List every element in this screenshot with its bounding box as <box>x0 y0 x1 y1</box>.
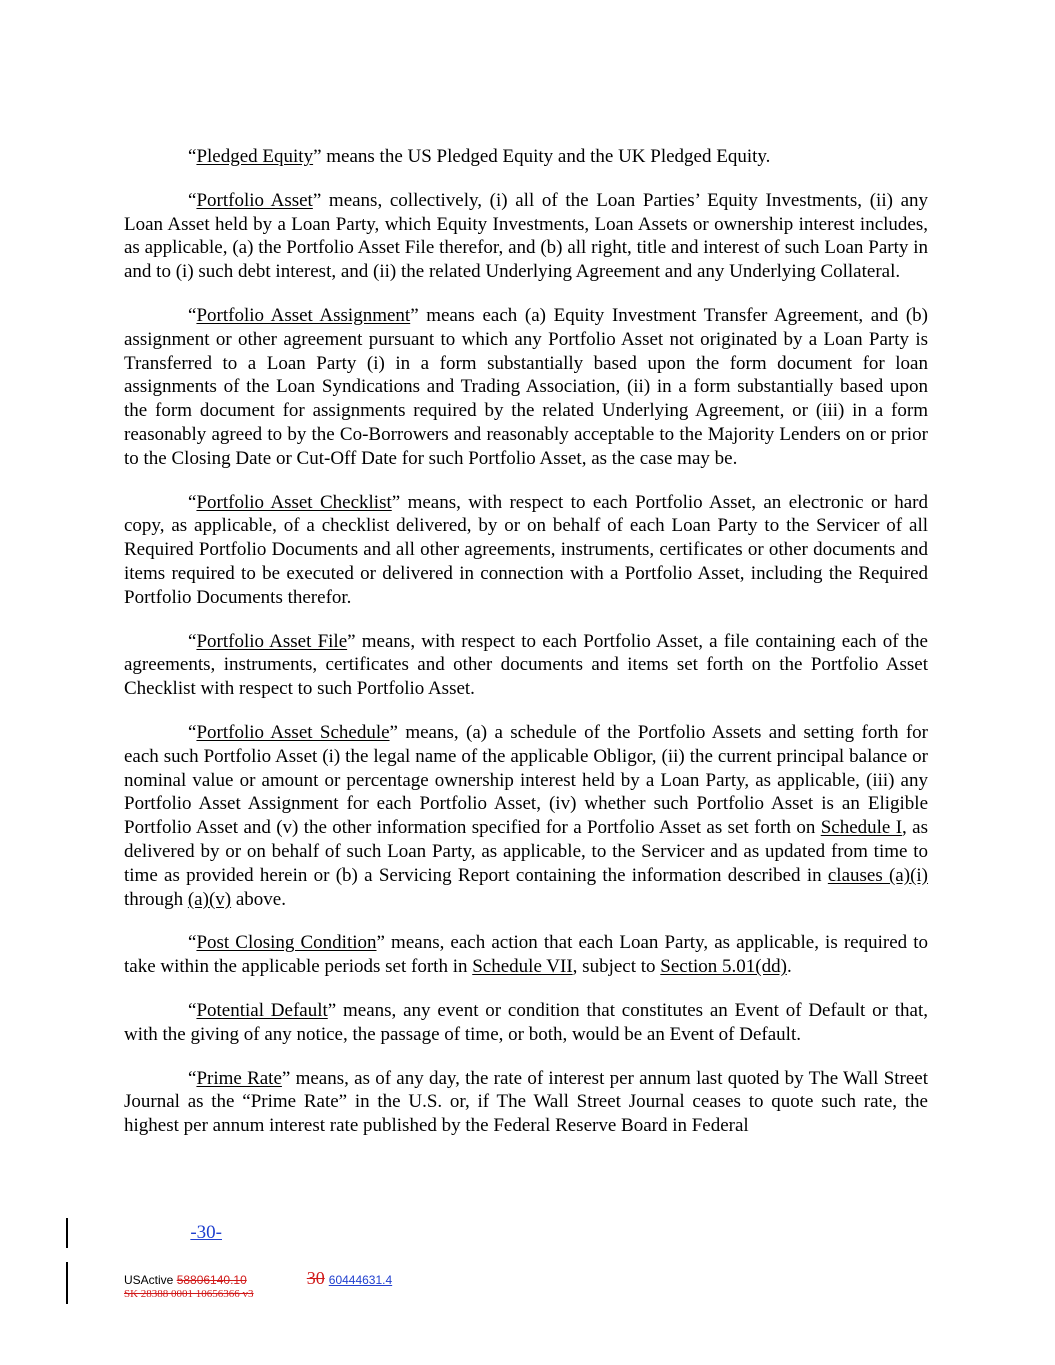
deleted-doc-id: 58806140.10 <box>176 1273 247 1287</box>
defined-term: Potential Default <box>196 999 328 1021</box>
open-quote: “ <box>188 189 197 211</box>
defined-term: Pledged Equity <box>196 146 314 167</box>
definition-text: through <box>124 888 188 910</box>
change-bar <box>66 1218 68 1248</box>
definition-text: , subject to <box>572 956 661 978</box>
definition-text: ” means, with respect to each Portfolio Asset, a file containing each of the agreements, instruments, certificates and other documents and items set forth on the Portfolio Asset Checklist with respect to such Portfolio Asset. <box>124 630 928 700</box>
defined-term: Portfolio Asset Checklist <box>196 491 392 513</box>
document-body <box>124 145 928 1158</box>
definition-paragraph <box>124 304 928 471</box>
inserted-doc-id: 60444631.4 <box>328 1273 393 1287</box>
defined-term: Post Closing Condition <box>196 932 377 954</box>
doc-prefix: USActive <box>124 1273 177 1287</box>
cross-reference: (a)(v) <box>187 888 232 910</box>
deleted-sk-id: SK 28388 0001 10656366 v3 <box>124 1288 254 1300</box>
cross-reference: clauses (a)(i) <box>827 864 929 886</box>
open-quote: “ <box>188 491 197 513</box>
definition-paragraph-schedule <box>124 721 928 911</box>
deleted-page-number: 30 <box>306 1268 325 1288</box>
defined-term: Portfolio Asset Assignment <box>196 304 411 326</box>
definition-text: ” means, (a) a schedule of the Portfolio Assets and setting forth for each such Portfolio Asset (i) the legal name of the applicable Obligor, (ii) the current principal balance or nominal value or amount or percentage ownership interest held by a Loan Party, as applicable, (iii) any Portfolio Asset Assignment for each Portfolio Asset, (iv) whether such Portfolio Asset is an Eligible Portfolio Asset and (v) the other information specified for a Portfolio Asset as set forth on <box>124 721 928 839</box>
definition-paragraph <box>124 491 928 610</box>
open-quote: “ <box>188 146 197 167</box>
definition-paragraph <box>124 189 928 284</box>
change-bar <box>66 1262 68 1304</box>
definition-paragraph <box>124 630 928 701</box>
defined-term: Portfolio Asset File <box>196 630 348 652</box>
definition-text: . <box>786 956 792 978</box>
definition-paragraph-prime-rate <box>124 1067 928 1138</box>
definition-text: ” means, with respect to each Portfolio Asset, an electronic or hard copy, as applicable, of a checklist delivered, by or on behalf of each Loan Party to the Servicer of all Required Portfolio Documents and all other agreements, instruments, certificates or other documents and items required to be executed or delivered in connection with a Portfolio Asset, including the Required Portfolio Documents therefor. <box>124 491 928 608</box>
open-quote: “ <box>188 721 197 743</box>
definition-text: ” means the US Pledged Equity and the UK Pledged Equity. <box>313 146 771 167</box>
definition-paragraph-potential-default <box>124 999 928 1047</box>
open-quote: “ <box>188 630 197 652</box>
definition-text: ” means, any event or condition that constitutes an Event of Default or that, with the giving of any notice, the passage of time, or both, would be an Event of Default. <box>124 999 928 1045</box>
open-quote: “ <box>188 304 197 326</box>
page-number: -30- <box>190 1222 222 1243</box>
definition-text: ” means, each action that each Loan Party, as applicable, is required to take within the applicable periods set forth in <box>124 932 929 978</box>
definition-paragraph-post-closing <box>124 931 928 979</box>
definition-text: above. <box>231 888 286 910</box>
definition-text: ” means each (a) Equity Investment Transfer Agreement, and (b) assignment or other agreement pursuant to which any Portfolio Asset not originated by a Loan Party is Transferred to a Loan Party (i) in a form substantially based upon the form document for loan assignments of the Loan Syndications and Trading Association, (ii) in a form substantially based upon the form document for assignments required by the related Underlying Agreement, or (iii) in a form reasonably agreed to by the Co-Borrowers and reasonably acceptable to the Majority Lenders on or prior to the Closing Date or Cut-Off Date for such Portfolio Asset, as the case may be. <box>124 304 928 469</box>
definition-paragraph <box>124 145 928 169</box>
open-quote: “ <box>188 1067 197 1089</box>
defined-term: Portfolio Asset Schedule <box>196 721 390 743</box>
defined-term: Prime Rate <box>196 1067 282 1089</box>
defined-term: Portfolio Asset <box>196 189 313 211</box>
cross-reference: Schedule VII <box>472 956 573 978</box>
definition-text: , as delivered by or on behalf of such Loan Party, as applicable, to the Servicer and as updated from time to time as provided herein or (b) a Servicing Report containing the information described in <box>124 817 928 886</box>
definition-text: ” means, as of any day, the rate of interest per annum last quoted by The Wall Street Journal as the “Prime Rate” in the U.S. or, if The Wall Street Journal ceases to quote such rate, the highest per annum interest rate published by the Federal Reserve Board in Federal <box>124 1067 929 1137</box>
open-quote: “ <box>188 999 197 1021</box>
open-quote: “ <box>188 932 197 954</box>
cross-reference: Schedule I <box>820 817 903 839</box>
cross-reference: Section 5.01(dd) <box>660 956 787 978</box>
definition-text: ” means, collectively, (i) all of the Loan Parties’ Equity Investments, (ii) any Loan Asset held by a Loan Party, which Equity Investments, Loan Assets or ownership interest includes, as applicable, (a) the Portfolio Asset File therefor, and (b) all right, title and interest of such Loan Party in and to (i) such debt interest, and (ii) the related Underlying Agreement and any Underlying Collateral. <box>124 189 929 283</box>
document-id-line <box>124 1268 392 1289</box>
